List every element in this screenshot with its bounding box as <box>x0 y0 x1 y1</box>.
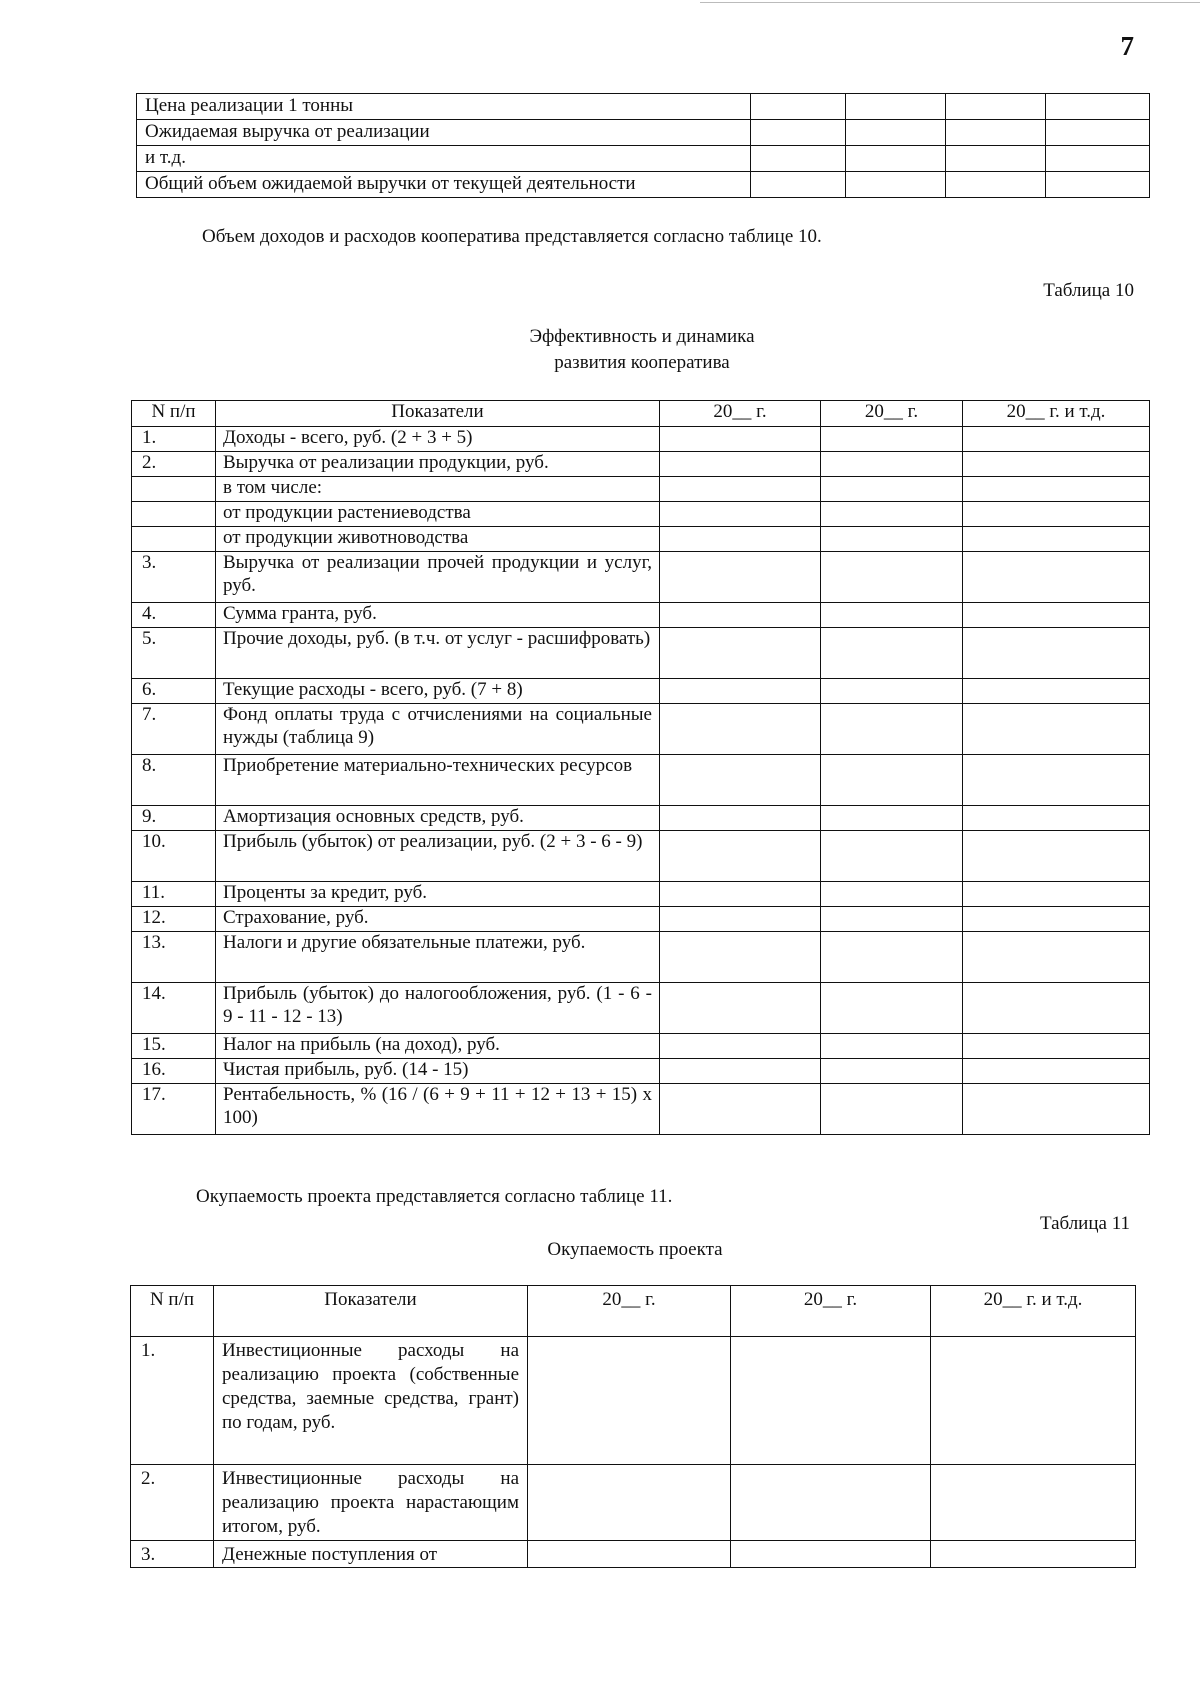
table-cell-indicator: Рентабельность, % (16 / (6 + 9 + 11 + 12 + 13 + 15) x 100) <box>216 1084 660 1135</box>
table-row <box>132 452 1150 477</box>
table-cell-value <box>660 427 821 452</box>
table-cell-value <box>963 907 1150 932</box>
table-header-row <box>132 401 1150 427</box>
table-cell-value <box>963 755 1150 806</box>
table-cell-indicator: Текущие расходы - всего, руб. (7 + 8) <box>216 679 660 704</box>
table-row <box>132 477 1150 502</box>
page-number: 7 <box>1120 31 1134 61</box>
table-cell-indicator: Прочие доходы, руб. (в т.ч. от услуг - расшифровать) <box>216 628 660 679</box>
table-cell-value <box>660 477 821 502</box>
table-cell-number: 11. <box>132 882 216 907</box>
table-cell-value <box>821 527 963 552</box>
table-cell-value <box>660 527 821 552</box>
table-cell-value <box>963 1034 1150 1059</box>
table-row <box>132 831 1150 882</box>
table-cell-value <box>660 502 821 527</box>
table-cell-value <box>660 932 821 983</box>
table-cell-value <box>963 932 1150 983</box>
table-cell-value <box>821 983 963 1034</box>
table-cell-value <box>821 552 963 603</box>
table-cell-value <box>821 704 963 755</box>
table-cell-value <box>660 1084 821 1135</box>
table-cell-value <box>821 831 963 882</box>
table-cell-indicator: Налог на прибыль (на доход), руб. <box>216 1034 660 1059</box>
table-10-title-line-1: Эффективность и динамика <box>529 326 755 347</box>
table-cell-indicator: Выручка от реализации прочей продукции и услуг, руб. <box>216 552 660 603</box>
table-cell-value <box>731 1541 931 1568</box>
table-cell-number: 1. <box>131 1337 214 1465</box>
table-cell-number <box>132 527 216 552</box>
table-row <box>137 172 1150 198</box>
table-row <box>132 502 1150 527</box>
table-row <box>132 427 1150 452</box>
table-cell-indicator: Приобретение материально-технических ресурсов <box>216 755 660 806</box>
table-cell-label: Общий объем ожидаемой выручки от текущей деятельности <box>137 172 751 198</box>
table-cell-value <box>660 755 821 806</box>
table-cell-value <box>731 1337 931 1465</box>
table-row <box>132 806 1150 831</box>
table-cell-number: 16. <box>132 1059 216 1084</box>
table-cell-value <box>821 452 963 477</box>
table-cell-indicator: Прибыль (убыток) от реализации, руб. (2 + 3 - 6 - 9) <box>216 831 660 882</box>
table-cell-value <box>660 552 821 603</box>
table-cell-value <box>963 1084 1150 1135</box>
table-row <box>132 679 1150 704</box>
table-row <box>132 932 1150 983</box>
table-cell-value <box>821 907 963 932</box>
table-11 <box>130 1285 1136 1568</box>
header-number: N п/п <box>131 1286 214 1337</box>
table-cell-value <box>931 1541 1136 1568</box>
table-cell-number: 6. <box>132 679 216 704</box>
table-row <box>132 1059 1150 1084</box>
table-cell-value <box>821 932 963 983</box>
table-11-title: Окупаемость проекта <box>547 1239 723 1260</box>
table-row <box>137 94 1150 120</box>
table-cell-number: 8. <box>132 755 216 806</box>
header-indicators: Показатели <box>216 401 660 427</box>
table-cell-number: 3. <box>131 1541 214 1568</box>
table-9-continuation <box>136 93 1150 198</box>
paragraph-table-10-intro: Объем доходов и расходов кооператива представляется согласно таблице 10. <box>202 226 822 247</box>
table-cell-value <box>660 1034 821 1059</box>
table-cell-indicator: от продукции животноводства <box>216 527 660 552</box>
table-cell-value <box>963 882 1150 907</box>
table-cell-value <box>821 1059 963 1084</box>
table-10 <box>131 400 1150 1135</box>
table-row <box>132 983 1150 1034</box>
table-cell-value <box>821 628 963 679</box>
table-cell-number: 9. <box>132 806 216 831</box>
table-row <box>132 1084 1150 1135</box>
table-cell-indicator: Проценты за кредит, руб. <box>216 882 660 907</box>
table-cell-number: 10. <box>132 831 216 882</box>
table-cell-label: Цена реализации 1 тонны <box>137 94 751 120</box>
table-cell-value <box>660 1059 821 1084</box>
table-cell-number: 4. <box>132 603 216 628</box>
table-cell-number: 15. <box>132 1034 216 1059</box>
table-cell-value <box>821 477 963 502</box>
table-cell-value <box>821 1084 963 1135</box>
table-row <box>131 1541 1136 1568</box>
table-cell-value <box>963 603 1150 628</box>
table-row <box>132 552 1150 603</box>
table-cell-value <box>963 983 1150 1034</box>
table-cell-value <box>821 755 963 806</box>
table-cell-value <box>963 552 1150 603</box>
table-cell-number: 12. <box>132 907 216 932</box>
table-cell-number: 14. <box>132 983 216 1034</box>
table-cell-value <box>963 502 1150 527</box>
table-cell-value <box>660 983 821 1034</box>
table-row <box>132 755 1150 806</box>
table-row <box>132 603 1150 628</box>
table-cell-value <box>660 806 821 831</box>
header-year-2: 20__ г. <box>731 1286 931 1337</box>
table-cell-value <box>660 679 821 704</box>
table-cell-number: 2. <box>131 1465 214 1541</box>
table-row <box>137 120 1150 146</box>
table-cell-indicator: Инвестиционные расходы на реализацию проекта нарастающим итогом, руб. <box>214 1465 528 1541</box>
table-cell-value <box>660 603 821 628</box>
table-cell-value <box>931 1337 1136 1465</box>
table-cell-number: 17. <box>132 1084 216 1135</box>
table-cell-value <box>528 1465 731 1541</box>
table-cell-value <box>821 679 963 704</box>
header-indicators: Показатели <box>214 1286 528 1337</box>
table-10-label: Таблица 10 <box>1043 280 1134 301</box>
table-row <box>132 704 1150 755</box>
table-row <box>132 628 1150 679</box>
table-row <box>132 1034 1150 1059</box>
table-row <box>132 527 1150 552</box>
table-cell-value <box>963 527 1150 552</box>
scan-edge-line <box>700 2 1200 3</box>
table-cell-value <box>528 1541 731 1568</box>
table-cell-value <box>660 452 821 477</box>
paragraph-table-11-intro: Окупаемость проекта представляется согласно таблице 11. <box>196 1186 673 1207</box>
table-cell-value <box>931 1465 1136 1541</box>
table-header-row <box>131 1286 1136 1337</box>
table-cell-indicator: Налоги и другие обязательные платежи, руб. <box>216 932 660 983</box>
table-cell-number: 2. <box>132 452 216 477</box>
table-row <box>131 1465 1136 1541</box>
table-cell-indicator: Доходы - всего, руб. (2 + 3 + 5) <box>216 427 660 452</box>
table-cell-indicator: Инвестиционные расходы на реализацию проекта (собственные средства, заемные средства, грант) по годам, руб. <box>214 1337 528 1465</box>
table-cell-value <box>821 1034 963 1059</box>
table-cell-number: 5. <box>132 628 216 679</box>
table-cell-number: 3. <box>132 552 216 603</box>
table-cell-value <box>821 427 963 452</box>
header-year-3: 20__ г. и т.д. <box>963 401 1150 427</box>
table-cell-indicator: Прибыль (убыток) до налогообложения, руб. (1 - 6 - 9 - 11 - 12 - 13) <box>216 983 660 1034</box>
header-number: N п/п <box>132 401 216 427</box>
table-cell-value <box>963 831 1150 882</box>
table-cell-indicator: Денежные поступления от <box>214 1541 528 1568</box>
header-year-3: 20__ г. и т.д. <box>931 1286 1136 1337</box>
table-cell-value <box>963 704 1150 755</box>
header-year-1: 20__ г. <box>528 1286 731 1337</box>
table-cell-value <box>963 679 1150 704</box>
table-cell-number: 7. <box>132 704 216 755</box>
table-cell-value <box>821 882 963 907</box>
table-cell-value <box>963 806 1150 831</box>
table-cell-indicator: в том числе: <box>216 477 660 502</box>
table-cell-number: 1. <box>132 427 216 452</box>
table-cell-value <box>731 1465 931 1541</box>
table-cell-value <box>963 1059 1150 1084</box>
table-cell-value <box>963 427 1150 452</box>
table-cell-value <box>660 882 821 907</box>
table-cell-value <box>963 477 1150 502</box>
table-cell-value <box>821 806 963 831</box>
table-10-title-line-2: развития кооператива <box>554 352 730 373</box>
table-cell-value <box>528 1337 731 1465</box>
table-cell-number: 13. <box>132 932 216 983</box>
table-cell-value <box>963 452 1150 477</box>
table-cell-number <box>132 502 216 527</box>
table-cell-value <box>821 502 963 527</box>
table-row <box>132 882 1150 907</box>
table-cell-value <box>660 831 821 882</box>
table-cell-indicator: Фонд оплаты труда с отчислениями на социальные нужды (таблица 9) <box>216 704 660 755</box>
table-cell-value <box>821 603 963 628</box>
table-cell-indicator: Сумма гранта, руб. <box>216 603 660 628</box>
table-row <box>137 146 1150 172</box>
table-cell-value <box>660 907 821 932</box>
table-cell-label: и т.д. <box>137 146 751 172</box>
table-cell-indicator: Амортизация основных средств, руб. <box>216 806 660 831</box>
header-year-2: 20__ г. <box>821 401 963 427</box>
table-cell-indicator: Выручка от реализации продукции, руб. <box>216 452 660 477</box>
table-row <box>131 1337 1136 1465</box>
table-cell-value <box>963 628 1150 679</box>
table-cell-label: Ожидаемая выручка от реализации <box>137 120 751 146</box>
table-cell-number <box>132 477 216 502</box>
header-year-1: 20__ г. <box>660 401 821 427</box>
table-11-label: Таблица 11 <box>1039 1213 1130 1234</box>
table-cell-indicator: от продукции растениеводства <box>216 502 660 527</box>
table-cell-value <box>660 628 821 679</box>
table-cell-indicator: Чистая прибыль, руб. (14 - 15) <box>216 1059 660 1084</box>
table-cell-indicator: Страхование, руб. <box>216 907 660 932</box>
table-row <box>132 907 1150 932</box>
table-cell-value <box>660 704 821 755</box>
